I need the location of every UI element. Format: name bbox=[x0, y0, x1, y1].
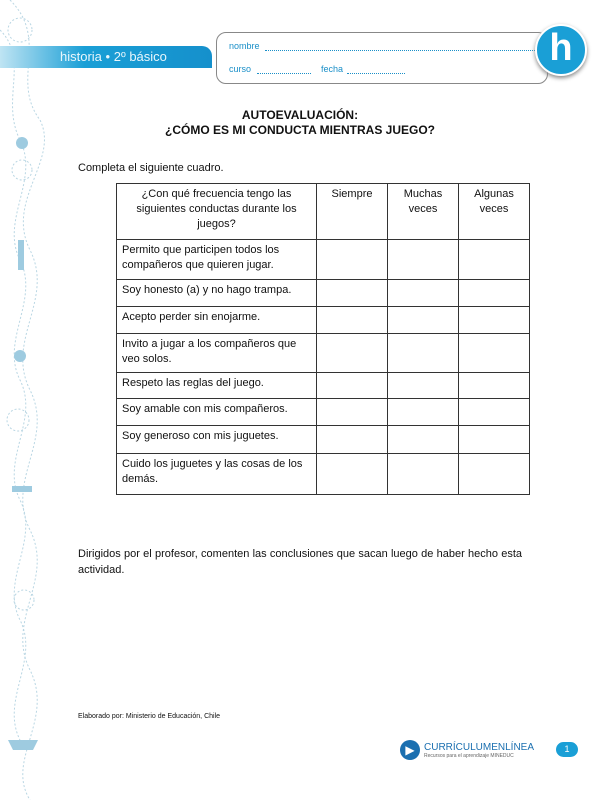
behavior-cell: Permito que participen todos los compañeros que quieren jugar. bbox=[117, 240, 317, 280]
table-row bbox=[117, 426, 530, 454]
answer-cell-algunas-veces[interactable] bbox=[459, 454, 530, 495]
answer-cell-algunas-veces[interactable] bbox=[459, 399, 530, 426]
subject-label: historia bbox=[60, 49, 102, 64]
nombre-label: nombre bbox=[229, 41, 260, 51]
answer-cell-muchas-veces[interactable] bbox=[388, 454, 459, 495]
header-algunas-veces: Algunas veces bbox=[459, 184, 530, 240]
header-question: ¿Con qué frecuencia tengo las siguientes conductas durante los juegos? bbox=[117, 184, 317, 240]
answer-cell-siempre[interactable] bbox=[317, 454, 388, 495]
answer-cell-siempre[interactable] bbox=[317, 373, 388, 399]
title-line-1: AUTOEVALUACIÓN: bbox=[241, 108, 359, 122]
table-row bbox=[117, 399, 530, 426]
answer-cell-muchas-veces[interactable] bbox=[388, 426, 459, 454]
behavior-cell: Acepto perder sin enojarme. bbox=[117, 307, 317, 334]
separator: • bbox=[105, 49, 111, 64]
answer-cell-muchas-veces[interactable] bbox=[388, 373, 459, 399]
answer-cell-algunas-veces[interactable] bbox=[459, 334, 530, 373]
behavior-cell: Soy honesto (a) y no hago trampa. bbox=[117, 280, 317, 307]
self-assessment-table bbox=[116, 183, 530, 495]
grade-label: 2º básico bbox=[113, 49, 167, 64]
title-line-2: ¿CÓMO ES MI CONDUCTA MIENTRAS JUEGO? bbox=[165, 123, 435, 137]
nombre-field[interactable] bbox=[265, 50, 535, 51]
answer-cell-siempre[interactable] bbox=[317, 334, 388, 373]
answer-cell-siempre[interactable] bbox=[317, 240, 388, 280]
answer-cell-muchas-veces[interactable] bbox=[388, 399, 459, 426]
header-muchas-veces: Muchas veces bbox=[388, 184, 459, 240]
answer-cell-muchas-veces[interactable] bbox=[388, 280, 459, 307]
play-icon: ▶ bbox=[400, 740, 420, 760]
answer-cell-siempre[interactable] bbox=[317, 280, 388, 307]
table-row bbox=[117, 334, 530, 373]
answer-cell-muchas-veces[interactable] bbox=[388, 307, 459, 334]
subject-banner-text bbox=[60, 49, 167, 64]
answer-cell-algunas-veces[interactable] bbox=[459, 426, 530, 454]
answer-cell-siempre[interactable] bbox=[317, 307, 388, 334]
behavior-cell: Cuido los juguetes y las cosas de los demás. bbox=[117, 454, 317, 495]
answer-cell-algunas-veces[interactable] bbox=[459, 280, 530, 307]
answer-cell-muchas-veces[interactable] bbox=[388, 334, 459, 373]
behavior-cell: Respeto las reglas del juego. bbox=[117, 373, 317, 399]
subject-banner bbox=[0, 46, 212, 68]
header-siempre: Siempre bbox=[317, 184, 388, 240]
student-info-box bbox=[216, 32, 548, 84]
fecha-label: fecha bbox=[321, 64, 344, 74]
table-row bbox=[117, 307, 530, 334]
answer-cell-muchas-veces[interactable] bbox=[388, 240, 459, 280]
answer-cell-algunas-veces[interactable] bbox=[459, 307, 530, 334]
answer-cell-siempre[interactable] bbox=[317, 399, 388, 426]
curso-label: curso bbox=[229, 64, 252, 74]
page-number: 1 bbox=[556, 742, 578, 757]
table-row bbox=[117, 280, 530, 307]
history-logo: h bbox=[535, 24, 587, 76]
table-row bbox=[117, 454, 530, 495]
fecha-field[interactable] bbox=[347, 73, 405, 74]
table-row bbox=[117, 240, 530, 280]
curriculum-logo bbox=[400, 740, 534, 760]
instruction: Completa el siguiente cuadro. bbox=[78, 162, 224, 174]
brand-name: CURRÍCULUMENLÍNEA bbox=[424, 741, 535, 753]
credit: Elaborado por: Ministerio de Educación, Chile bbox=[78, 713, 221, 720]
behavior-cell: Invito a jugar a los compañeros que veo solos. bbox=[117, 334, 317, 373]
brand-tagline: Recursos para el aprendizaje MINEDUC bbox=[424, 752, 514, 759]
answer-cell-siempre[interactable] bbox=[317, 426, 388, 454]
closing-instruction: Dirigidos por el profesor, comenten las conclusiones que sacan luego de haber hecho esta actividad. bbox=[78, 548, 522, 576]
answer-cell-algunas-veces[interactable] bbox=[459, 373, 530, 399]
behavior-cell: Soy amable con mis compañeros. bbox=[117, 399, 317, 426]
page-title bbox=[0, 108, 600, 138]
behavior-cell: Soy generoso con mis juguetes. bbox=[117, 426, 317, 454]
curso-field[interactable] bbox=[257, 73, 311, 74]
table-row bbox=[117, 373, 530, 399]
answer-cell-algunas-veces[interactable] bbox=[459, 240, 530, 280]
